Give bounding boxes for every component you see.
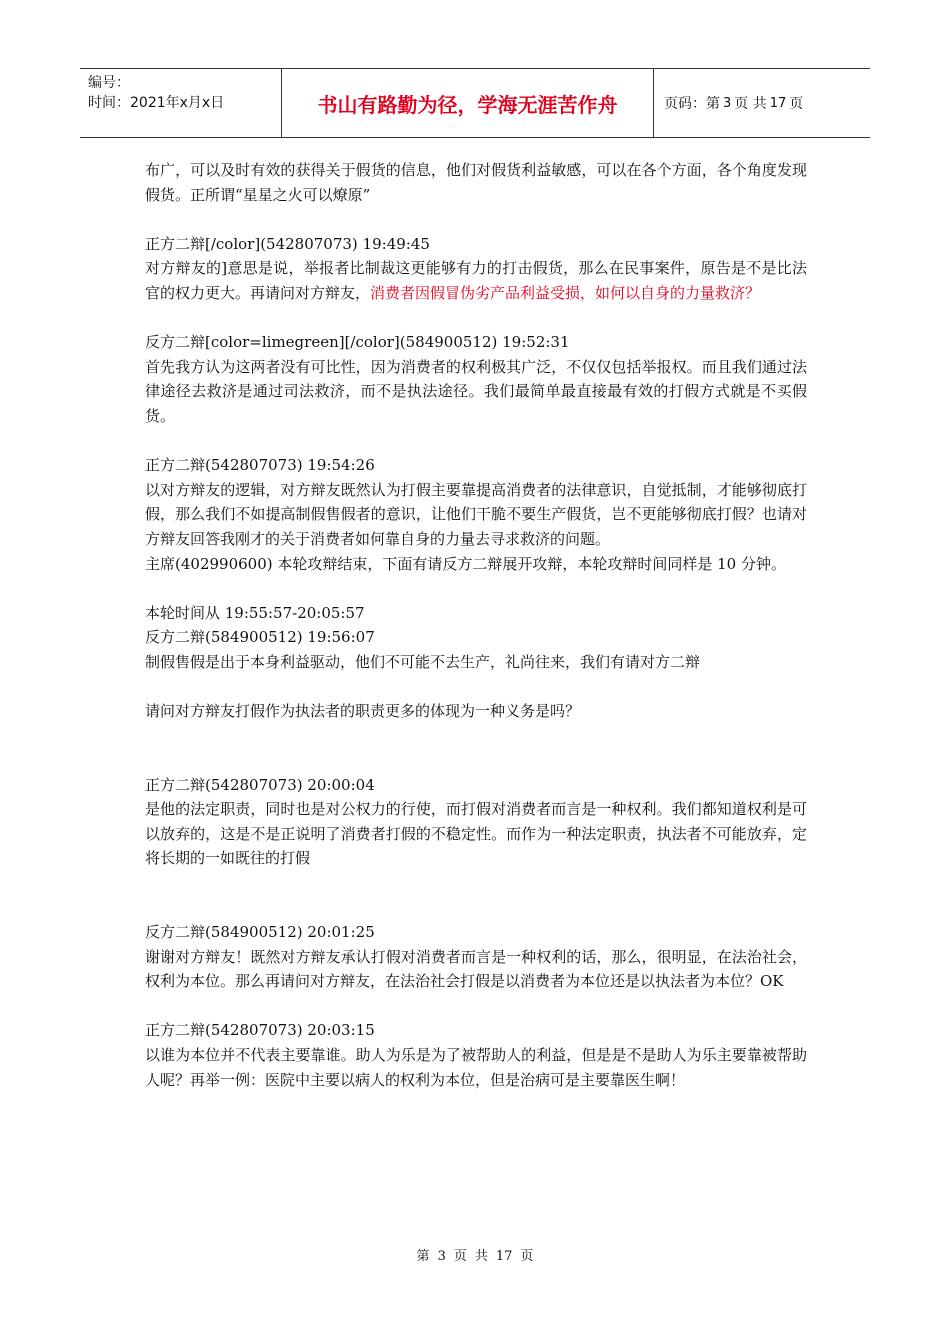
speaker-line: 正方二辩(542807073) 19:54:26 [145,456,375,475]
header-meta [80,69,282,137]
paragraph: 主席(402990600) 本轮攻辩结束，下面有请反方二辩展开攻辩，本轮攻辩时间同样是 10 分钟。 [145,554,786,573]
speaker-line: 正方二辩(542807073) 20:03:15 [145,1021,375,1040]
speaker-line: 正方二辩(542807073) 20:00:04 [145,775,375,794]
page-prefix: 页码：第 [664,96,720,112]
page-header [80,68,870,138]
paragraph: 布广，可以及时有效的获得关于假货的信息，他们对假货利益敏感，可以在各个方面，各个角度发现假货。正所谓“星星之火可以燎原” [145,161,807,204]
footer-page-number: 3 [437,1249,446,1264]
page-mid: 页 共 [734,96,767,112]
speaker-line: 反方二辩(584900512) 19:56:07 [145,628,375,647]
footer-gong: 共 [474,1249,488,1264]
time-range-line: 本轮时间从 19:55:57-20:05:57 [145,603,365,622]
page-total: 17 [769,95,787,111]
speaker-line: 反方二辩[color=limegreen][/color](584900512) 19:52:31 [145,333,570,352]
paragraph-text: 对方辩友的]意思是说，举报者比制裁这更能够有力的打击假货，那么在民事案件，原告是不是比法官的权力更大。再请问对方辩友， [145,259,807,302]
speaker-line: 正方二辩[/color](542807073) 19:49:45 [145,234,430,253]
paragraph: 首先我方认为这两者没有可比性，因为消费者的权利极其广泛，不仅仅包括举报权。而且我们通过法律途径去救济是通过司法救济，而不是执法途径。我们最简单最直接最有效的打假方式就是不买假货。 [145,357,807,425]
paragraph: 请问对方辩友打假作为执法者的职责更多的体现为一种义务是吗？ [145,702,581,721]
speaker-line: 反方二辩(584900512) 20:01:25 [145,923,375,942]
document-number-label: 编号： [88,75,130,91]
footer-ye2: 页 [520,1249,534,1264]
header-page-indicator [654,69,870,137]
paragraph [145,256,807,305]
footer-page-total: 17 [495,1249,513,1264]
highlighted-question: 消费者因假冒伪劣产品利益受损，如何以自身的力量救济？ [370,283,761,302]
document-body [145,158,807,1092]
footer-di: 第 [416,1249,430,1264]
page-suffix: 页 [789,96,804,112]
header-motto: 书山有路勤为径，学海无涯苦作舟 [282,69,654,137]
paragraph: 以谁为本位并不代表主要靠谁。助人为乐是为了被帮助人的利益，但是是不是助人为乐主要靠被帮助人呢？再举一例：医院中主要以病人的权利为本位，但是治病可是主要靠医生啊！ [145,1046,807,1089]
document-date: 时间：2021年x月x日 [88,95,225,111]
paragraph: 以对方辩友的逻辑，对方辩友既然认为打假主要靠提高消费者的法律意识，自觉抵制，才能够彻底打假，那么我们不如提高制假售假者的意识，让他们干脆不要生产假货，岂不更能够彻底打假？也请对方辩友回答我刚才的关于消费者如何靠自身的力量去寻求救济的问题。 [145,480,807,548]
paragraph: 谢谢对方辩友！既然对方辩友承认打假对消费者而言是一种权利的话，那么，很明显，在法治社会，权利为本位。那么再请问对方辩友，在法治社会打假是以消费者为本位还是以执法者为本位？OK [145,947,807,991]
footer-ye: 页 [453,1249,467,1264]
paragraph: 制假售假是出于本身利益驱动，他们不可能不去生产，礼尚往来，我们有请对方二辩 [145,652,701,671]
page-footer [0,1245,950,1264]
paragraph: 是他的法定职责，同时也是对公权力的行使，而打假对消费者而言是一种权利。我们都知道权利是可以放弃的，这是不是正说明了消费者打假的不稳定性。而作为一种法定职责，执法者不可能放弃，定将长期的一如既往的打假 [145,800,807,868]
page-number: 3 [723,95,732,111]
